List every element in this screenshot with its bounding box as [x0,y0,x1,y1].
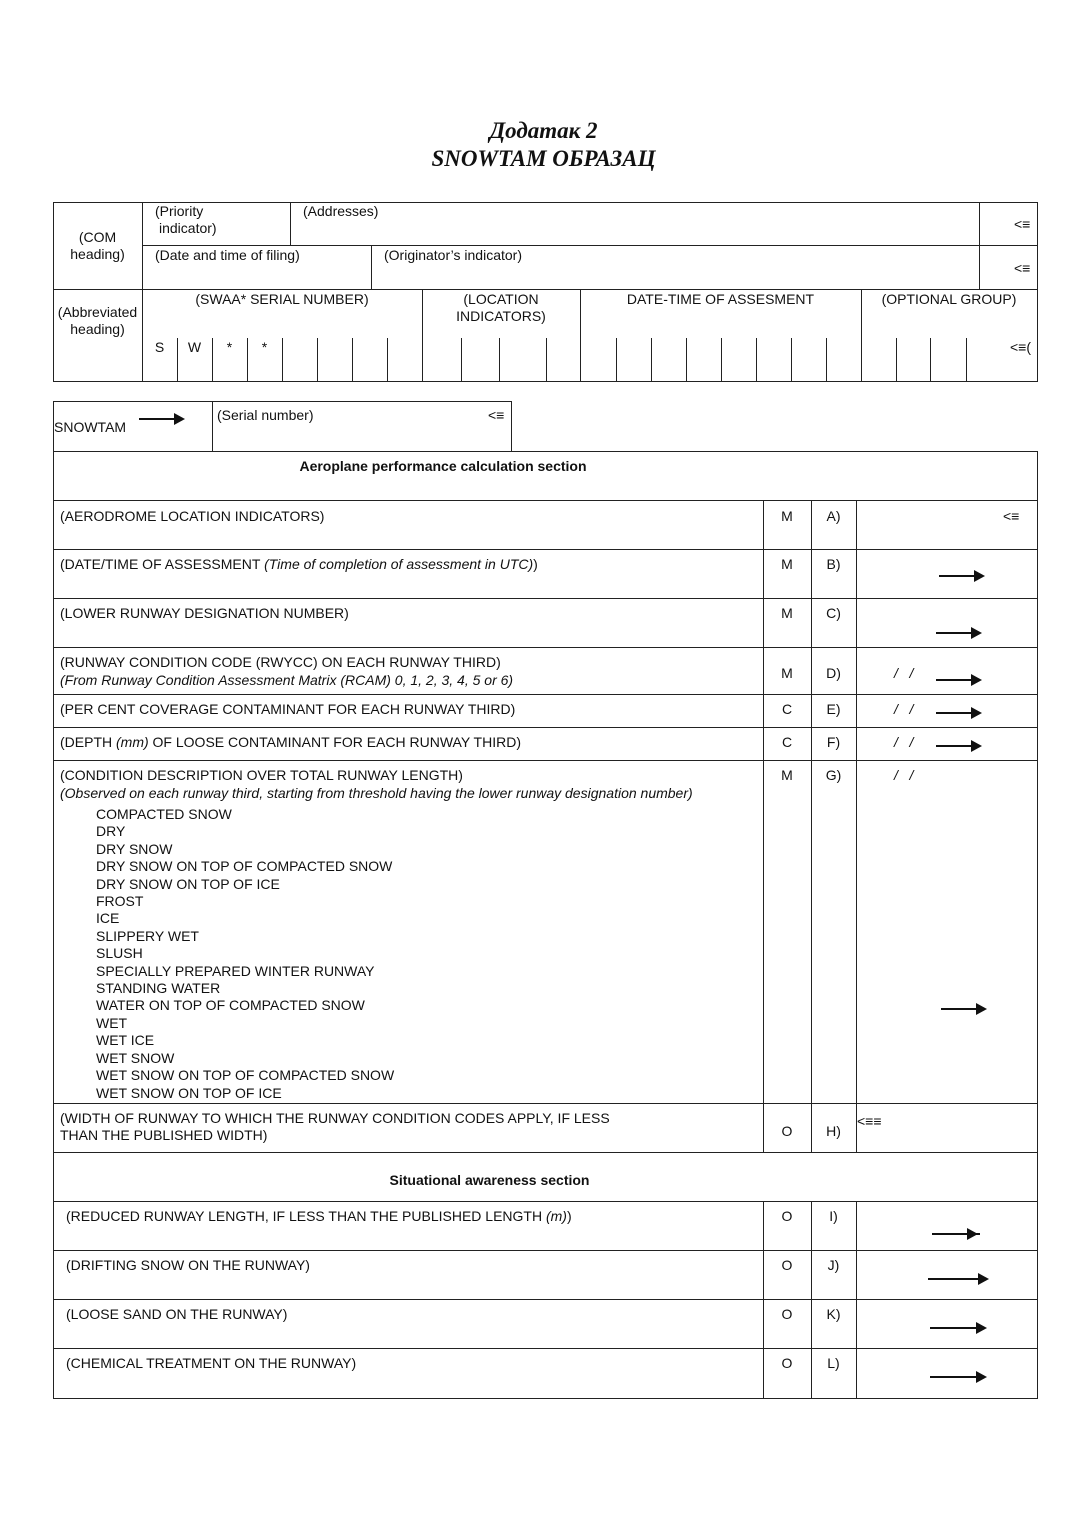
cell-divider [499,338,500,382]
end-of-line-marker: <≡≡ [857,1113,882,1129]
divider [53,289,1038,290]
condition-item: SLIPPERY WET [96,927,199,944]
row-divider [53,549,1038,550]
condition-item: FROST [96,893,144,910]
cell-divider [826,338,827,382]
cell-divider [461,338,462,382]
row-label: (WIDTH OF RUNWAY TO WHICH THE RUNWAY CONDITION CODES APPLY, IF LESS [60,1110,610,1126]
row-sublabel: (Observed on each runway third, starting from threshold having the lower runway designation number) [60,785,693,801]
row-item: D) [826,665,841,681]
row-divider [53,760,1038,761]
divider [371,245,372,289]
condition-item: DRY [96,823,126,840]
serial-number-label: (Serial number) [217,407,314,423]
cell-divider [352,338,353,382]
cell-divider [896,338,897,382]
right-arrow-icon [939,570,985,582]
cell-divider [721,338,722,382]
cell-divider [966,338,967,382]
row-label: (REDUCED RUNWAY LENGTH, IF LESS THAN THE PUBLISHED LENGTH (m)) [66,1208,572,1224]
row-label: (DEPTH (mm) OF LOOSE CONTAMINANT FOR EACH RUNWAY THIRD) [60,734,521,750]
originator-indicator-label: (Originator’s indicator) [384,247,522,263]
row-item: E) [826,701,841,717]
row-item: J) [827,1257,840,1273]
row-divider [53,500,1038,501]
serial-cell[interactable]: * [226,339,233,355]
condition-item: WATER ON TOP OF COMPACTED SNOW [96,997,365,1014]
row-divider [53,694,1038,695]
cell-divider [317,338,318,382]
cell-divider [651,338,652,382]
column-divider [856,1201,857,1399]
row-value: / / [894,767,914,783]
condition-item: WET SNOW [96,1049,175,1066]
row-item: H) [826,1123,841,1139]
condition-item: COMPACTED SNOW [96,806,232,822]
priority-indicator-label: (Priority indicator) [155,203,217,236]
row-item: L) [827,1355,840,1371]
divider [290,202,291,246]
row-value: / / [894,734,914,750]
row-status: M [781,556,793,572]
row-label: (RUNWAY CONDITION CODE (RWYCC) ON EACH RUNWAY THIRD) [60,654,501,670]
divider [142,245,1038,246]
row-divider [53,598,1038,599]
row-label: (PER CENT COVERAGE CONTAMINANT FOR EACH RUNWAY THIRD) [60,701,516,717]
row-label: (DRIFTING SNOW ON THE RUNWAY) [66,1257,310,1273]
row-item: A) [826,508,841,524]
end-of-line-marker: <≡ [1014,260,1031,276]
end-of-line-marker: <≡( [1010,339,1032,355]
divider [212,401,213,452]
column-divider [811,500,812,1153]
row-divider [53,1348,1038,1349]
cell-divider [686,338,687,382]
row-label: (LOOSE SAND ON THE RUNWAY) [66,1306,288,1322]
condition-item: SLUSH [96,945,143,962]
serial-cell[interactable]: W [187,339,202,355]
condition-item: DRY SNOW [96,840,173,857]
section-heading-performance: Aeroplane performance calculation section [299,458,587,474]
row-item: C) [826,605,841,621]
row-sublabel: (From Runway Condition Assessment Matrix (RCAM) 0, 1, 2, 3, 4, 5 or 6) [60,672,514,688]
end-of-line-marker: <≡ [1014,216,1031,232]
row-label: (CONDITION DESCRIPTION OVER TOTAL RUNWAY LENGTH) [60,767,463,783]
date-time-filing-label: (Date and time of filing) [155,247,300,263]
condition-item: DRY SNOW ON TOP OF COMPACTED SNOW [96,858,393,875]
row-status: M [781,508,793,524]
column-divider [763,500,764,1153]
end-of-line-marker: <≡ [488,407,505,423]
row-status: O [781,1257,793,1273]
swaa-serial-number-label: (SWAA* SERIAL NUMBER) [195,291,369,307]
cell-divider [387,338,388,382]
row-label: (AERODROME LOCATION INDICATORS) [60,508,325,524]
column-divider [856,500,857,1153]
right-arrow-icon [941,1003,987,1015]
abbreviated-heading-label: (Abbreviated heading) [57,304,138,337]
row-status: M [781,767,793,783]
right-arrow-icon [930,1371,987,1383]
end-of-line-marker: <≡ [1003,508,1020,524]
condition-item: WET [96,1014,128,1031]
cell-divider [791,338,792,382]
row-item: K) [826,1306,841,1322]
row-label-line2: THAN THE PUBLISHED WIDTH) [60,1127,268,1143]
cell-divider [756,338,757,382]
optional-group-label: (OPTIONAL GROUP) [881,291,1017,307]
row-divider [53,1201,1038,1202]
snowtam-label: SNOWTAM [54,419,127,435]
row-item: F) [826,734,841,750]
row-label: (DATE/TIME OF ASSESSMENT (Time of completion of assessment in UTC)) [60,556,538,572]
row-value: / / [894,665,914,681]
location-indicators-label: (LOCATION INDICATORS) [456,291,546,324]
cell-divider [616,338,617,382]
cell-divider [546,338,547,382]
serial-cell[interactable]: S [154,339,165,355]
right-arrow-icon [139,413,185,425]
row-divider [53,1152,1038,1153]
row-status: C [781,734,793,750]
right-arrow-icon [932,1228,978,1240]
row-divider [53,647,1038,648]
cell-divider [282,338,283,382]
document-title: Додатак 2 [489,118,598,143]
addresses-label: (Addresses) [303,203,379,219]
row-divider [53,1103,1038,1104]
row-item: G) [825,767,842,783]
row-item: I) [829,1208,838,1224]
date-time-assessment-label: DATE-TIME OF ASSESMENT [626,291,815,307]
row-status: M [781,665,793,681]
row-divider [53,727,1038,728]
serial-cell[interactable]: * [261,339,268,355]
row-divider [53,1299,1038,1300]
condition-item: WET ICE [96,1032,155,1049]
divider [979,202,980,290]
condition-item: WET SNOW ON TOP OF COMPACTED SNOW [96,1067,395,1084]
row-divider [53,1250,1038,1251]
com-heading-label: (COM heading) [70,229,125,262]
row-status: O [781,1306,793,1322]
row-status: O [781,1123,793,1139]
condition-description-list [96,806,394,1102]
condition-item: DRY SNOW ON TOP OF ICE [96,875,280,892]
cell-divider [930,338,931,382]
condition-item: STANDING WATER [96,980,221,997]
row-status: O [781,1355,793,1371]
row-status: C [781,701,793,717]
section-heading-situational: Situational awareness section [389,1172,590,1188]
document-subtitle: SNOWTAM ОБРАЗАЦ [431,146,656,171]
row-status: O [781,1208,793,1224]
condition-item: SPECIALLY PREPARED WINTER RUNWAY [96,962,375,979]
right-arrow-icon [930,1322,987,1334]
row-label: (LOWER RUNWAY DESIGNATION NUMBER) [60,605,349,621]
row-value: / / [894,701,914,717]
row-item: B) [826,556,841,572]
right-arrow-icon [936,674,982,686]
row-status: M [781,605,793,621]
right-arrow-icon [928,1273,989,1285]
condition-item: ICE [96,910,120,927]
right-arrow-icon [936,707,982,719]
right-arrow-icon [936,627,982,639]
row-label: (CHEMICAL TREATMENT ON THE RUNWAY) [66,1355,357,1371]
right-arrow-icon [936,740,982,752]
condition-item: WET SNOW ON TOP OF ICE [96,1084,282,1101]
